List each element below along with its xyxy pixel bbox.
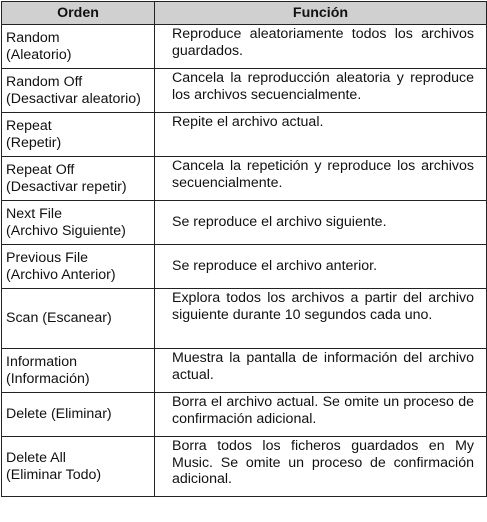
command-table (1, 1, 487, 497)
function-cell: Reproduce aleatoriamente todos los archivos guardados. (155, 25, 487, 69)
function-cell: Cancela la repetición y reproduce los archivos secuencialmente. (155, 157, 487, 201)
table-row-repeat (2, 113, 487, 157)
order-command: Delete (Eliminar) (6, 406, 112, 423)
order-translation: (Aleatorio) (6, 46, 72, 63)
order-cell (2, 393, 155, 437)
function-cell: Se reproduce el archivo anterior. (155, 245, 487, 289)
table-row-random (2, 25, 487, 69)
table-header-row (2, 2, 487, 25)
order-cell (2, 25, 155, 69)
command-table-container (1, 1, 487, 497)
order-translation: (Archivo Siguiente) (6, 222, 126, 239)
function-cell: Muestra la pantalla de información del archivo actual. (155, 349, 487, 393)
table-row-repeat-off (2, 157, 487, 201)
table-row-random-off (2, 69, 487, 113)
order-command: Delete All (6, 449, 66, 466)
order-command: Information (6, 353, 77, 370)
order-cell (2, 349, 155, 393)
order-translation: (Repetir) (6, 134, 62, 151)
order-command: Scan (Escanear) (6, 310, 112, 327)
order-translation: (Información) (6, 370, 90, 387)
order-cell (2, 289, 155, 349)
order-translation: (Desactivar repetir) (6, 178, 127, 195)
function-cell: Borra el archivo actual. Se omite un proceso de confirmación adicional. (155, 393, 487, 437)
table-row-next-file (2, 201, 487, 245)
table-row-scan (2, 289, 487, 349)
order-command: Next File (6, 205, 62, 222)
function-cell: Cancela la reproducción aleatoria y reproduce los archivos secuencialmente. (155, 69, 487, 113)
order-command: Repeat Off (6, 161, 75, 178)
function-cell: Repite el archivo actual. (155, 113, 487, 157)
order-command: Repeat (6, 117, 52, 134)
function-cell: Se reproduce el archivo siguiente. (155, 201, 487, 245)
function-cell: Borra todos los ficheros guardados en My Music. Se omite un proceso de confirmación adicional. (155, 437, 487, 497)
order-command: Random (6, 29, 60, 46)
order-translation: (Archivo Anterior) (6, 266, 116, 283)
header-order: Orden (2, 2, 155, 25)
order-translation: (Eliminar Todo) (6, 466, 102, 483)
table-row-previous-file (2, 245, 487, 289)
order-cell (2, 113, 155, 157)
order-command: Random Off (6, 73, 83, 90)
order-command: Previous File (6, 249, 89, 266)
table-row-delete-all (2, 437, 487, 497)
order-cell (2, 157, 155, 201)
order-translation: (Desactivar aleatorio) (6, 90, 141, 107)
order-cell (2, 69, 155, 113)
order-cell (2, 245, 155, 289)
table-row-information (2, 349, 487, 393)
table-row-delete (2, 393, 487, 437)
order-cell (2, 437, 155, 497)
function-cell: Explora todos los archivos a partir del archivo siguiente durante 10 segundos cada uno. (155, 289, 487, 349)
header-function: Función (155, 2, 487, 25)
order-cell (2, 201, 155, 245)
